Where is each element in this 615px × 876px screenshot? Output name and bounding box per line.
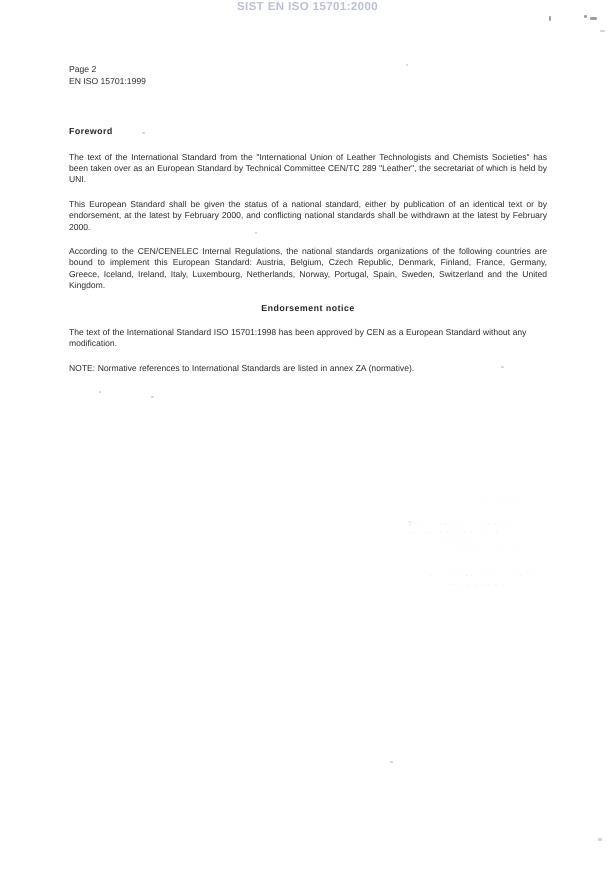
scan-speckle bbox=[549, 16, 551, 21]
scan-speckle bbox=[590, 17, 597, 20]
foreword-paragraph-2: This European Standard shall be given the status of a national standard, either by publication of an identical text or by endorsement, at the latest by February 2000, and conflicting national standards shall be withdrawn at the latest by February 2000. bbox=[69, 199, 547, 232]
endorsement-note: NOTE: Normative references to International Standards are listed in annex ZA (normative). bbox=[69, 362, 415, 373]
foreword-heading: Foreword bbox=[69, 126, 113, 136]
endorsement-paragraph: The text of the International Standard ISO 15701:1998 has been approved by CEN as a European Standard without any modification. bbox=[69, 327, 527, 349]
bleed-through-artifact: · · ·· · · · · bbox=[468, 496, 523, 503]
bleed-through-artifact: ·· · ·· ·· ·· · · · · · · · bbox=[410, 529, 499, 537]
bleed-through-artifact: · ·· · ·· · · · bbox=[452, 547, 523, 555]
foreword-paragraph-1: The text of the International Standard from the "International Union of Leather Technologists and Chemists Societies" has been taken over as an European Standard by Technical Committee CEN/TC 289 "Leather", the secretariat of which is held by UNI. bbox=[69, 152, 547, 185]
scan-speckle bbox=[598, 838, 602, 841]
page-header bbox=[69, 64, 146, 87]
scan-speckle bbox=[151, 396, 154, 398]
bleed-through-artifact: · ·· · · · · · · · · bbox=[412, 538, 498, 546]
scan-speckle bbox=[99, 391, 101, 393]
scan-speckle bbox=[600, 30, 605, 32]
document-body bbox=[69, 126, 547, 374]
endorsement-notice-heading: Endorsement notice bbox=[261, 303, 355, 314]
scan-speckle bbox=[406, 64, 408, 66]
scan-speckle bbox=[390, 761, 393, 763]
scan-speckle bbox=[584, 15, 587, 18]
bleed-through-artifact: ·· · · · ·· · · bbox=[448, 581, 507, 589]
page-number-label: Page 2 bbox=[69, 64, 97, 74]
page-watermark: SIST EN ISO 15701:2000 bbox=[236, 1, 379, 13]
bleed-through-artifact: T· · · ··· · · · · · · · · ·· bbox=[408, 520, 517, 528]
standard-reference-label: EN ISO 15701:1999 bbox=[69, 75, 146, 86]
foreword-paragraph-3: According to the CEN/CENELEC Internal Regulations, the national standards organizations of the following countries are bound to implement this European Standard: Austria, Belgium, Czech Republic, Denmark, Finland, France, Germany, Greece, Iceland, Ireland, Italy, Luxembourg, Netherlands, Norway, Portugal, Spain, Sweden, Switzerland and the United Kingdom. bbox=[69, 246, 547, 290]
bleed-through-artifact: · · · · ·· · · · · ·· · bbox=[430, 572, 534, 580]
